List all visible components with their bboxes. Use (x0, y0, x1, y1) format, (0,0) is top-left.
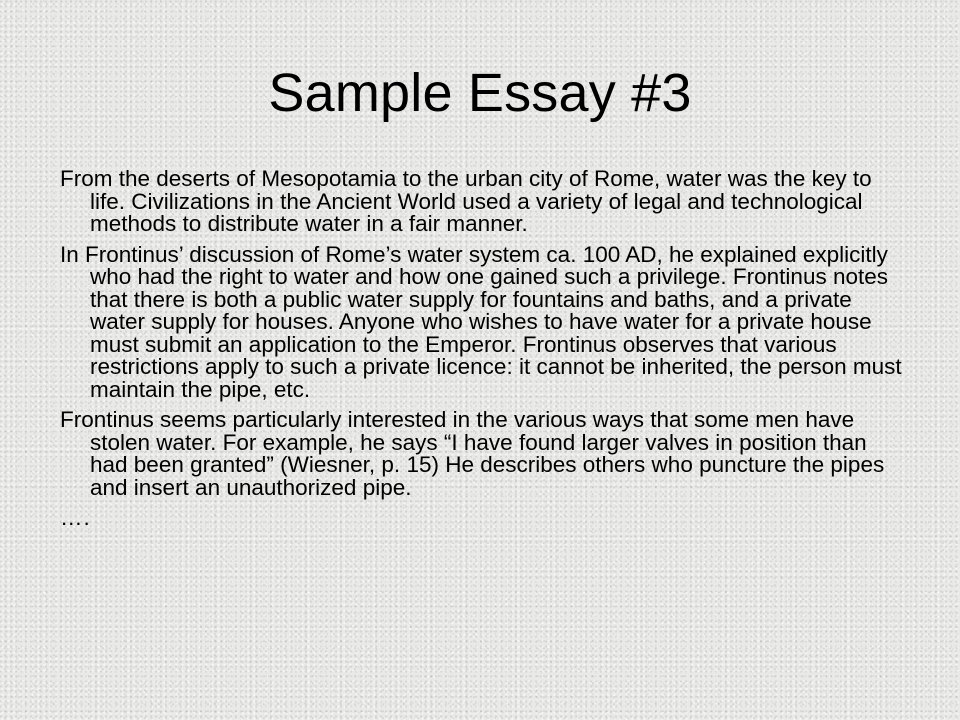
essay-paragraph-rights: In Frontinus’ discussion of Rome’s water system ca. 100 AD, he explained explicitly who had the right to water and how one gained such a privilege. Frontinus notes that there is both a public water supply for fountains and baths, and a private water supply for houses. Anyone who wishes to have water for a private house must submit an application to the Emperor. Frontinus observes that various restrictions apply to such a private licence: it cannot be inherited, the person must maintain the pipe, etc. (60, 241, 902, 402)
essay-continuation-ellipsis: …. (60, 505, 91, 530)
slide-body (60, 168, 910, 530)
slide-title: Sample Essay #3 (268, 63, 692, 123)
essay-paragraph-intro: From the deserts of Mesopotamia to the urban city of Rome, water was the key to life. Civilizations in the Ancient World used a variety of legal and technological methods to distribute water in a fair manner. (60, 166, 872, 236)
essay-paragraph-theft: Frontinus seems particularly interested in the various ways that some men have stolen water. For example, he says “I have found larger valves in position than had been granted” (Wiesner, p. 15) He describes others who puncture the pipes and insert an unauthorized pipe. (60, 407, 885, 500)
